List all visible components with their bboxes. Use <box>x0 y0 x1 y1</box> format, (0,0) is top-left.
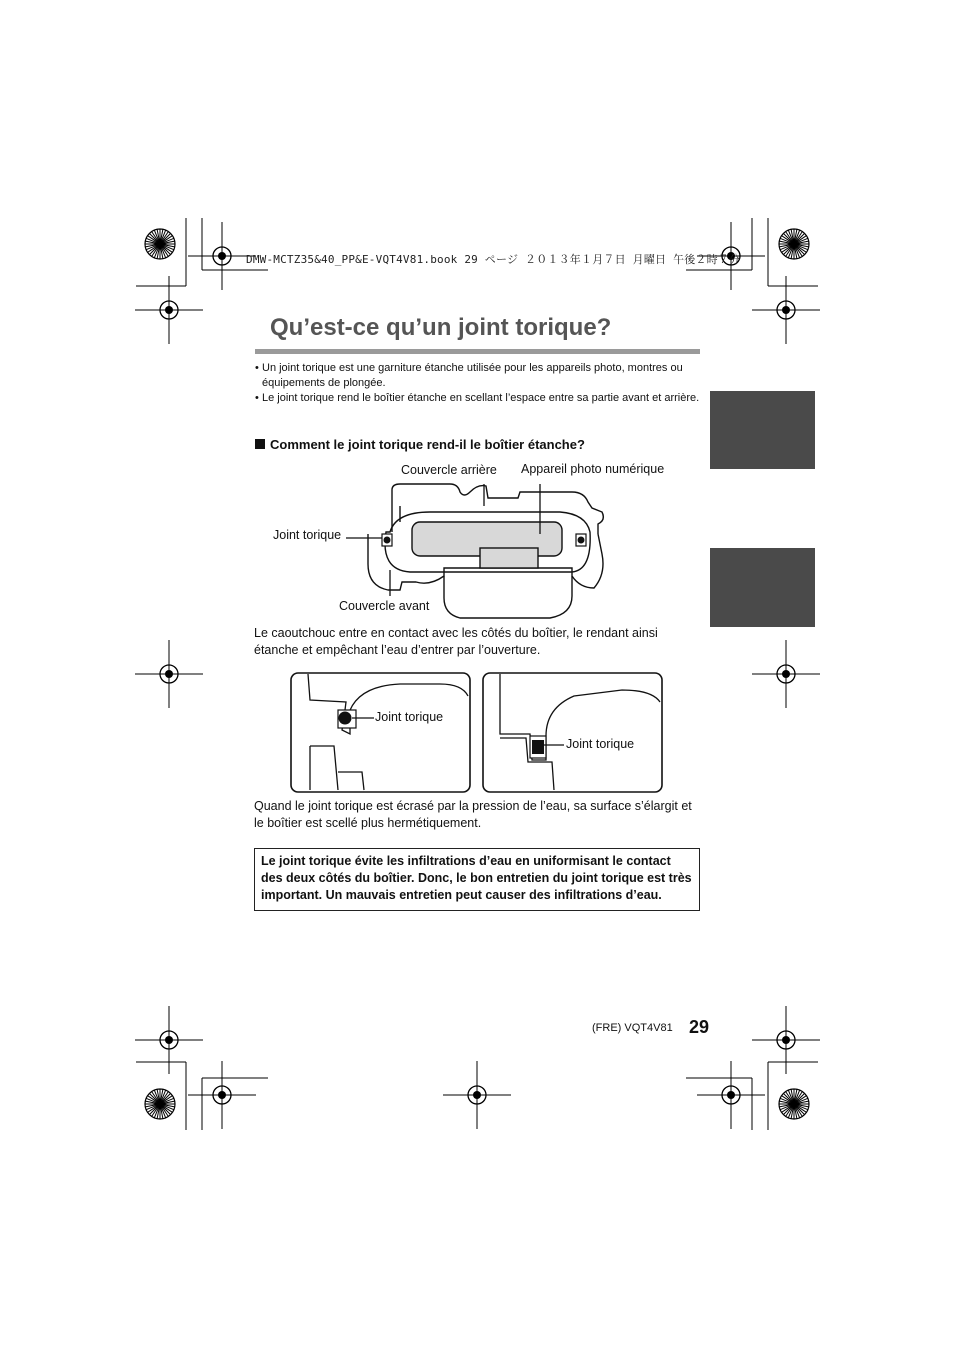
bullet-item: • Un joint torique est une garniture étanche utilisée pour les appareils photo, montres ou équipements de plongée. <box>255 361 701 391</box>
label-oring: Joint torique <box>273 528 342 542</box>
oring-zoom-panel-compressed <box>482 672 664 794</box>
oring-left-seal <box>382 534 392 546</box>
label-digital-camera: Appareil photo numérique <box>521 462 665 476</box>
paragraph-contact: Le caoutchouc entre en contact avec les côtés du boîtier, le rendant ainsi étanche et empêchant l’eau d’entrer par l’ouverture. <box>254 626 658 657</box>
bullet-item: • Le joint torique rend le boîtier étanche en scellant l’espace entre sa partie avant et arrière. <box>255 391 701 406</box>
label-oring-normal: Joint torique <box>375 710 444 724</box>
paragraph-pressure: Quand le joint torique est écrasé par la pression de l’eau, sa surface s’élargit et le boîtier est scellé plus hermétiquement. <box>254 799 692 830</box>
page-title: Qu’est-ce qu’un joint torique? <box>270 314 612 341</box>
page-number: 29 <box>689 1017 710 1037</box>
label-oring-compressed: Joint torique <box>566 737 635 751</box>
section-subheading <box>255 437 585 452</box>
oring-compressed-seal <box>530 736 546 758</box>
label-front-cover: Couvercle avant <box>339 599 430 613</box>
print-header-line: DMW-MCTZ35&40_PP&E-VQT4V81.book 29 ページ ２０１３年１月７日 月曜日 午後２時７分 <box>246 253 741 266</box>
oring-zoom-panel-normal <box>290 672 472 794</box>
intro-bullet-list <box>255 361 701 406</box>
oring-right-seal <box>576 534 586 546</box>
subheading-text: Comment le joint torique rend-il le boîtier étanche? <box>270 437 585 452</box>
side-tab-lower <box>710 548 815 627</box>
oring-round-seal <box>338 710 356 728</box>
side-tab-upper <box>710 391 815 469</box>
important-note-box: Le joint torique évite les infiltrations d’eau en uniformisant le contact des deux côtés du boîtier. Donc, le bon entretien du joint torique est très important. Un mauvais entretien peut causer des infiltrations d’eau. <box>254 848 700 911</box>
title-rule <box>255 349 700 354</box>
label-rear-cover: Couvercle arrière <box>401 463 497 477</box>
camera-lens-block <box>480 548 538 568</box>
footer-model-reference: (FRE) VQT4V81 <box>592 1022 673 1034</box>
body-lower-outline <box>444 576 572 618</box>
square-bullet-icon <box>255 439 265 449</box>
